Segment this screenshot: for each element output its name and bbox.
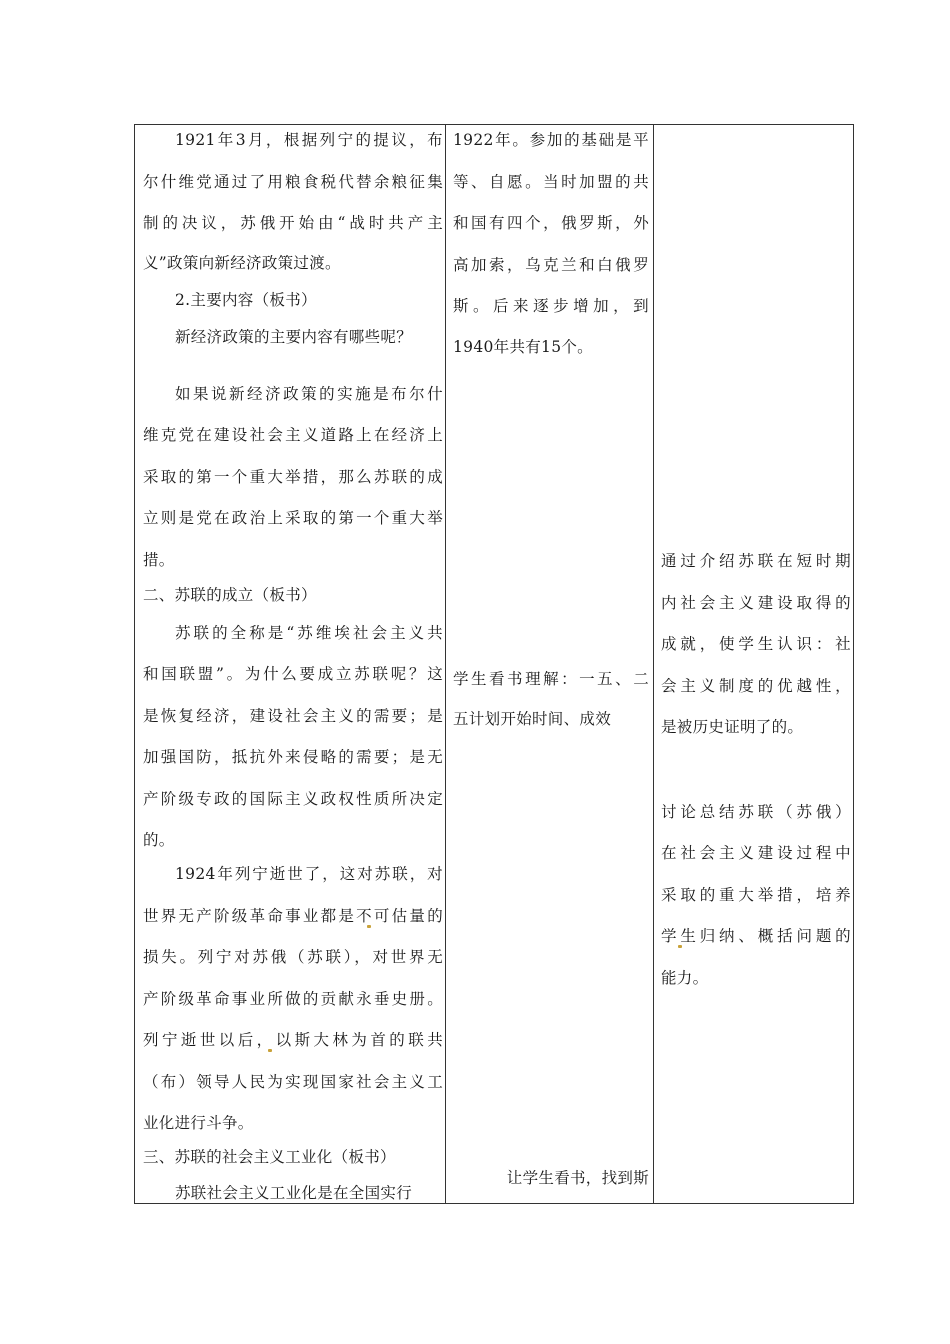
text-line: 新经济政策的主要内容有哪些呢？ — [175, 328, 413, 346]
text-line: 尔什维党通过了用粮食税代替余粮征集 — [143, 173, 443, 191]
text-line: 让学生看书，找到斯 — [506, 1169, 649, 1187]
text-line: 加强国防，抵抗外来侵略的需要；是无 — [143, 748, 443, 766]
mark-dot — [268, 1049, 272, 1052]
text-line: 内社会主义建设取得的 — [661, 594, 851, 612]
column-divider — [445, 125, 446, 1203]
text-line: 产阶级革命事业所做的贡献永垂史册。 — [143, 990, 443, 1008]
mark-dot — [678, 945, 682, 948]
text-line: 1924年列宁逝世了，这对苏联，对 — [175, 865, 443, 883]
text-line: 立则是党在政治上采取的第一个重大举 — [143, 509, 443, 527]
text-line: 学生看书理解：一五、二 — [453, 670, 649, 688]
text-line: 1922年。参加的基础是平 — [453, 131, 649, 149]
text-line: 讨论总结苏联（苏俄） — [661, 803, 851, 821]
text-line: 义”政策向新经济政策过渡。 — [143, 254, 341, 272]
text-line: 维克党在建设社会主义道路上在经济上 — [143, 426, 443, 444]
text-line: 高加索，乌克兰和白俄罗 — [453, 256, 649, 274]
design-intent-column — [661, 125, 851, 1203]
text-line: 采取的重大举措，培养 — [661, 886, 851, 904]
text-line: 在社会主义建设过程中 — [661, 844, 851, 862]
text-line: （布）领导人民为实现国家社会主义工 — [143, 1073, 443, 1091]
text-line: 学生归纳、概括问题的 — [661, 927, 851, 945]
text-line: 会主义制度的优越性， — [661, 677, 851, 695]
text-line: 是被历史证明了的。 — [661, 718, 804, 736]
text-line: 损失。列宁对苏俄（苏联），对世界无 — [143, 948, 443, 966]
text-line: 和国有四个，俄罗斯，外 — [453, 214, 649, 232]
text-line: 列宁逝世以后，以斯大林为首的联共 — [143, 1031, 443, 1049]
text-line: 采取的第一个重大举措，那么苏联的成 — [143, 468, 443, 486]
text-line: 能力。 — [661, 969, 709, 987]
text-line: 通过介绍苏联在短时期 — [661, 552, 851, 570]
mark-dot — [367, 925, 371, 928]
text-line: 的。 — [143, 831, 175, 849]
text-line: 五计划开始时间、成效 — [453, 710, 612, 728]
section-heading: 二、苏联的成立（板书） — [143, 586, 317, 604]
text-line: 等、自愿。当时加盟的共 — [453, 173, 649, 191]
text-line: 苏联的全称是“苏维埃社会主义共 — [175, 624, 443, 642]
text-line: 1940年共有15个。 — [453, 338, 593, 356]
text-line: 和国联盟”。为什么要成立苏联呢？这 — [143, 665, 443, 683]
text-line: 如果说新经济政策的实施是布尔什 — [175, 385, 443, 403]
text-line: 是恢复经济，建设社会主义的需要；是 — [143, 707, 443, 725]
text-line: 产阶级专政的国际主义政权性质所决定 — [143, 790, 443, 808]
text-line: 苏联社会主义工业化是在全国实行 — [175, 1184, 413, 1202]
text-line: 2.主要内容（板书） — [175, 291, 317, 309]
text-line: 斯。后来逐步增加，到 — [453, 297, 649, 315]
text-line: 世界无产阶级革命事业都是不可估量的 — [143, 907, 443, 925]
student-activity-column — [453, 125, 649, 1203]
text-line: 1921年3月，根据列宁的提议，布 — [175, 131, 443, 149]
text-line: 措。 — [143, 551, 175, 569]
text-line: 制的决议，苏俄开始由“战时共产主 — [143, 214, 443, 232]
text-line: 业化进行斗争。 — [143, 1114, 254, 1132]
column-divider — [653, 125, 654, 1203]
teaching-content-column — [143, 125, 443, 1203]
text-line: 成就，使学生认识：社 — [661, 635, 851, 653]
section-heading: 三、苏联的社会主义工业化（板书） — [143, 1148, 396, 1166]
lesson-table — [134, 124, 854, 1204]
